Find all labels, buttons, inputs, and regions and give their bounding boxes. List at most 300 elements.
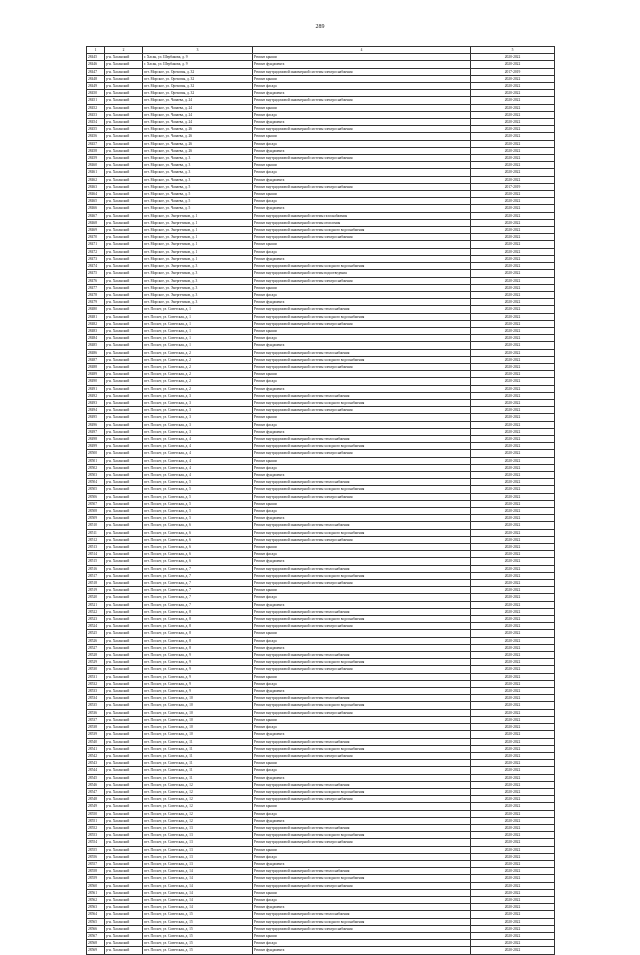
municipality-cell: р-н. Хасанский [105,868,143,875]
period-cell: 2020-2022 [471,925,555,932]
municipality-cell: р-н. Хасанский [105,104,143,111]
work-type-cell: Ремонт внутридомовой инженерной системы электроснабжения [253,623,471,630]
table-row [87,385,555,392]
period-cell: 2020-2022 [471,796,555,803]
period-cell: 2020-2022 [471,486,555,493]
municipality-cell: р-н. Хасанский [105,133,143,140]
address-cell: пгт. Посьет, ул. Советская, д. 7 [143,587,253,594]
address-cell: пгт. Посьет, ул. Советская, д. 4 [143,457,253,464]
table-row [87,407,555,414]
work-type-cell: Ремонт фундамента [253,644,471,651]
work-type-cell: Ремонт фундамента [253,342,471,349]
period-cell: 2020-2022 [471,205,555,212]
table-row [87,119,555,126]
address-cell: пгт. Посьет, ул. Советская, д. 4 [143,435,253,442]
table-row [87,882,555,889]
municipality-cell: р-н. Хасанский [105,767,143,774]
period-cell: 2020-2022 [471,133,555,140]
table-row [87,925,555,932]
period-cell: 2020-2022 [471,147,555,154]
column-header: 1 [87,47,105,54]
page-number: 289 [315,24,325,30]
row-number-cell: 28500 [87,450,105,457]
address-cell: пгт. Морское, ул. Энергетиков, д. 3 [143,263,253,270]
table-row [87,464,555,471]
row-number-cell: 28511 [87,529,105,536]
table-row [87,868,555,875]
work-type-cell: Ремонт фасада [253,83,471,90]
work-type-cell: Ремонт внутридомовой инженерной системы холодного водоснабжения [253,227,471,234]
period-cell: 2020-2022 [471,75,555,82]
municipality-cell: р-н. Хасанский [105,169,143,176]
period-cell: 2020-2022 [471,680,555,687]
address-cell: пгт. Посьет, ул. Советская, д. 4 [143,450,253,457]
row-number-cell: 28545 [87,774,105,781]
period-cell: 2020-2022 [471,904,555,911]
row-number-cell: 28477 [87,284,105,291]
municipality-cell: р-н. Хасанский [105,853,143,860]
row-number-cell: 28456 [87,133,105,140]
municipality-cell: р-н. Хасанский [105,479,143,486]
municipality-cell: р-н. Хасанский [105,248,143,255]
address-cell: пгт. Посьет, ул. Советская, д. 5 [143,500,253,507]
row-number-cell: 28520 [87,594,105,601]
address-cell: пгт. Посьет, ул. Советская, д. 11 [143,738,253,745]
municipality-cell: р-н. Хасанский [105,183,143,190]
municipality-cell: р-н. Хасанский [105,630,143,637]
work-type-cell: Ремонт внутридомовой инженерной системы холодного водоснабжения [253,788,471,795]
period-cell: 2020-2022 [471,155,555,162]
row-number-cell: 28523 [87,616,105,623]
municipality-cell: р-н. Хасанский [105,428,143,435]
municipality-cell: р-н. Хасанский [105,918,143,925]
period-cell: 2020-2022 [471,702,555,709]
row-number-cell: 28487 [87,356,105,363]
work-type-cell: Ремонт крыши [253,162,471,169]
address-cell: пгт. Морское, ул. Ореховая, д. 32 [143,90,253,97]
period-cell: 2020-2022 [471,227,555,234]
row-number-cell: 28504 [87,479,105,486]
row-number-cell: 28532 [87,680,105,687]
address-cell: пгт. Посьет, ул. Советская, д. 5 [143,486,253,493]
work-type-cell: Ремонт фасада [253,169,471,176]
work-type-cell: Ремонт внутридомовой инженерной системы газоснабжения [253,212,471,219]
municipality-cell: р-н. Хасанский [105,796,143,803]
work-type-cell: Ремонт внутридомовой инженерной системы теплоснабжения [253,306,471,313]
period-cell: 2020-2022 [471,688,555,695]
work-type-cell: Ремонт фасада [253,335,471,342]
row-number-cell: 28486 [87,349,105,356]
work-type-cell: Ремонт фундамента [253,385,471,392]
table-row [87,471,555,478]
work-type-cell: Ремонт фундамента [253,601,471,608]
table-row [87,68,555,75]
municipality-cell: р-н. Хасанский [105,363,143,370]
row-number-cell: 28550 [87,810,105,817]
work-type-cell: Ремонт фундамента [253,515,471,522]
row-number-cell: 28484 [87,335,105,342]
work-type-cell: Ремонт фундамента [253,471,471,478]
address-cell: пгт. Морское, ул. Энергетиков, д. 1 [143,212,253,219]
address-cell: пгт. Посьет, ул. Советская, д. 12 [143,803,253,810]
row-number-cell: 28528 [87,652,105,659]
period-cell: 2020-2022 [471,493,555,500]
period-cell: 2020-2022 [471,558,555,565]
period-cell: 2020-2022 [471,508,555,515]
work-type-cell: Ремонт внутридомовой инженерной системы холодного водоснабжения [253,659,471,666]
address-cell: пгт. Посьет, ул. Советская, д. 10 [143,709,253,716]
address-cell: пгт. Посьет, ул. Советская, д. 14 [143,868,253,875]
address-cell: пгт. Морское, ул. Ореховая, д. 32 [143,75,253,82]
address-cell: пгт. Посьет, ул. Советская, д. 8 [143,630,253,637]
table-row [87,796,555,803]
municipality-cell: р-н. Хасанский [105,111,143,118]
address-cell: пгт. Посьет, ул. Советская, д. 12 [143,810,253,817]
municipality-cell: р-н. Хасанский [105,594,143,601]
period-cell: 2020-2022 [471,299,555,306]
period-cell: 2020-2022 [471,126,555,133]
address-cell: пгт. Посьет, ул. Советская, д. 8 [143,616,253,623]
period-cell: 2020-2022 [471,407,555,414]
period-cell: 2020-2022 [471,932,555,939]
table-row [87,515,555,522]
table-row [87,587,555,594]
table-row [87,644,555,651]
address-cell: пгт. Морское, ул. Энергетиков, д. 3 [143,270,253,277]
address-cell: пгт. Посьет, ул. Советская, д. 2 [143,371,253,378]
table-row [87,205,555,212]
table-row [87,947,555,954]
period-cell: 2020-2022 [471,320,555,327]
table-row [87,637,555,644]
table-row [87,623,555,630]
municipality-cell: р-н. Хасанский [105,291,143,298]
address-cell: пгт. Морское, ул. Чапаева, д. 3 [143,176,253,183]
period-cell: 2020-2022 [471,392,555,399]
work-type-cell: Ремонт фундамента [253,255,471,262]
work-type-cell: Ремонт внутридомовой инженерной системы электроснабжения [253,580,471,587]
table-row [87,551,555,558]
address-cell: пгт. Посьет, ул. Советская, д. 5 [143,508,253,515]
municipality-cell: р-н. Хасанский [105,889,143,896]
address-cell: пгт. Морское, ул. Энергетиков, д. 3 [143,291,253,298]
period-cell: 2020-2022 [471,349,555,356]
row-number-cell: 28548 [87,796,105,803]
period-cell: 2020-2022 [471,241,555,248]
municipality-cell: р-н. Хасанский [105,565,143,572]
municipality-cell: р-н. Хасанский [105,860,143,867]
municipality-cell: р-н. Хасанский [105,471,143,478]
work-type-cell: Ремонт внутридомовой инженерной системы теплоснабжения [253,695,471,702]
municipality-cell: р-н. Хасанский [105,83,143,90]
work-type-cell: Ремонт фундамента [253,119,471,126]
address-cell: пгт. Посьет, ул. Советская, д. 4 [143,464,253,471]
table-row [87,176,555,183]
address-cell: пгт. Посьет, ул. Советская, д. 15 [143,947,253,954]
address-cell: пгт. Морское, ул. Чапаева, д. 24 [143,97,253,104]
row-number-cell: 28566 [87,925,105,932]
table-row [87,918,555,925]
row-number-cell: 28537 [87,716,105,723]
municipality-cell: р-н. Хасанский [105,832,143,839]
table-row [87,104,555,111]
row-number-cell: 28557 [87,860,105,867]
work-type-cell: Ремонт фасада [253,767,471,774]
municipality-cell: р-н. Хасанский [105,882,143,889]
table-row [87,522,555,529]
row-number-cell: 28499 [87,443,105,450]
row-number-cell: 28506 [87,493,105,500]
period-cell: 2020-2022 [471,378,555,385]
table-row [87,414,555,421]
period-cell: 2020-2022 [471,385,555,392]
row-number-cell: 28534 [87,695,105,702]
address-cell: пгт. Морское, ул. Энергетиков, д. 1 [143,234,253,241]
row-number-cell: 28459 [87,155,105,162]
period-cell: 2020-2022 [471,54,555,61]
table-row [87,75,555,82]
period-cell: 2020-2022 [471,522,555,529]
row-number-cell: 28564 [87,911,105,918]
table-row [87,774,555,781]
period-cell: 2020-2022 [471,868,555,875]
municipality-cell: р-н. Хасанский [105,666,143,673]
row-number-cell: 28543 [87,760,105,767]
municipality-cell: р-н. Хасанский [105,738,143,745]
row-number-cell: 28519 [87,587,105,594]
municipality-cell: р-н. Хасанский [105,810,143,817]
row-number-cell: 28482 [87,320,105,327]
period-cell: 2020-2022 [471,810,555,817]
municipality-cell: р-н. Хасанский [105,392,143,399]
municipality-cell: р-н. Хасанский [105,306,143,313]
table-row [87,529,555,536]
period-cell: 2020-2022 [471,882,555,889]
address-cell: пгт. Посьет, ул. Советская, д. 4 [143,443,253,450]
period-cell: 2020-2022 [471,695,555,702]
municipality-cell: р-н. Хасанский [105,140,143,147]
work-type-cell: Ремонт внутридомовой инженерной системы теплоснабжения [253,349,471,356]
row-number-cell: 28522 [87,608,105,615]
work-type-cell: Ремонт внутридомовой инженерной системы электроснабжения [253,752,471,759]
row-number-cell: 28463 [87,183,105,190]
row-number-cell: 28569 [87,947,105,954]
table-row [87,839,555,846]
address-cell: пгт. Посьет, ул. Советская, д. 5 [143,515,253,522]
row-number-cell: 28501 [87,457,105,464]
address-cell: пгт. Посьет, ул. Советская, д. 2 [143,363,253,370]
table-row [87,500,555,507]
table-header-row [87,47,555,54]
row-number-cell: 28464 [87,191,105,198]
work-type-cell: Ремонт крыши [253,932,471,939]
row-number-cell: 28560 [87,882,105,889]
address-cell: пгт. Посьет, ул. Советская, д. 15 [143,925,253,932]
table-row [87,155,555,162]
row-number-cell: 28565 [87,918,105,925]
period-cell: 2020-2022 [471,803,555,810]
work-type-cell: Ремонт фундамента [253,61,471,68]
work-type-cell: Ремонт внутридомовой инженерной системы электроснабжения [253,97,471,104]
municipality-cell: р-н. Хасанский [105,522,143,529]
table-row [87,889,555,896]
row-number-cell: 28445 [87,54,105,61]
municipality-cell: р-н. Хасанский [105,493,143,500]
work-type-cell: Ремонт внутридомовой инженерной системы электроснабжения [253,450,471,457]
municipality-cell: р-н. Хасанский [105,313,143,320]
address-cell: пгт. Морское, ул. Чапаева, д. 26 [143,147,253,154]
work-type-cell: Ремонт фундамента [253,904,471,911]
address-cell: пгт. Посьет, ул. Советская, д. 8 [143,623,253,630]
municipality-cell: р-н. Хасанский [105,608,143,615]
table-row [87,832,555,839]
table-row [87,702,555,709]
municipality-cell: р-н. Хасанский [105,68,143,75]
address-cell: пгт. Посьет, ул. Советская, д. 15 [143,911,253,918]
table-row [87,824,555,831]
row-number-cell: 28503 [87,471,105,478]
address-cell: пгт. Посьет, ул. Советская, д. 1 [143,313,253,320]
table-row [87,291,555,298]
work-type-cell: Ремонт внутридомовой инженерной системы электроснабжения [253,493,471,500]
work-type-cell: Ремонт фасада [253,724,471,731]
row-number-cell: 28460 [87,162,105,169]
municipality-cell: р-н. Хасанский [105,551,143,558]
municipality-cell: р-н. Хасанский [105,162,143,169]
row-number-cell: 28447 [87,68,105,75]
work-type-cell: Ремонт внутридомовой инженерной системы теплоснабжения [253,652,471,659]
work-type-cell: Ремонт крыши [253,133,471,140]
table-row [87,234,555,241]
work-type-cell: Ремонт фундамента [253,731,471,738]
row-number-cell: 28479 [87,299,105,306]
municipality-cell: р-н. Хасанский [105,515,143,522]
work-type-cell: Ремонт крыши [253,371,471,378]
address-cell: пгт. Посьет, ул. Советская, д. 3 [143,399,253,406]
table-row [87,169,555,176]
row-number-cell: 28458 [87,147,105,154]
address-cell: пгт. Посьет, ул. Советская, д. 14 [143,896,253,903]
work-type-cell: Ремонт внутридомовой инженерной системы электроснабжения [253,183,471,190]
row-number-cell: 28556 [87,853,105,860]
row-number-cell: 28450 [87,90,105,97]
row-number-cell: 28470 [87,234,105,241]
municipality-cell: р-н. Хасанский [105,940,143,947]
work-type-cell: Ремонт крыши [253,544,471,551]
municipality-cell: р-н. Хасанский [105,299,143,306]
table-row [87,421,555,428]
period-cell: 2020-2022 [471,248,555,255]
period-cell: 2020-2022 [471,760,555,767]
period-cell: 2020-2022 [471,940,555,947]
table-row [87,349,555,356]
table-row [87,248,555,255]
row-number-cell: 28461 [87,169,105,176]
table-row [87,709,555,716]
work-type-cell: Ремонт крыши [253,760,471,767]
period-cell: 2020-2022 [471,544,555,551]
address-cell: пгт. Посьет, ул. Советская, д. 12 [143,781,253,788]
municipality-cell: р-н. Хасанский [105,342,143,349]
work-type-cell: Ремонт внутридомовой инженерной системы холодного водоснабжения [253,263,471,270]
address-cell: пгт. Морское, ул. Чапаева, д. 5 [143,205,253,212]
period-cell: 2020-2022 [471,860,555,867]
address-cell: пгт. Посьет, ул. Советская, д. 13 [143,846,253,853]
row-number-cell: 28472 [87,248,105,255]
municipality-cell: р-н. Хасанский [105,349,143,356]
period-cell: 2020-2022 [471,342,555,349]
period-cell: 2020-2022 [471,335,555,342]
table-row [87,493,555,500]
row-number-cell: 28493 [87,399,105,406]
work-type-cell: Ремонт крыши [253,104,471,111]
table-row [87,399,555,406]
period-cell: 2020-2022 [471,637,555,644]
work-type-cell: Ремонт крыши [253,846,471,853]
row-number-cell: 28524 [87,623,105,630]
table-body [87,54,555,954]
table-row [87,270,555,277]
table-row [87,284,555,291]
row-number-cell: 28452 [87,104,105,111]
period-cell: 2020-2022 [471,140,555,147]
work-type-cell: Ремонт внутридомовой инженерной системы электроснабжения [253,68,471,75]
period-cell: 2020-2022 [471,601,555,608]
municipality-cell: р-н. Хасанский [105,709,143,716]
address-cell: пгт. Посьет, ул. Советская, д. 1 [143,342,253,349]
table-row [87,342,555,349]
table-row [87,392,555,399]
address-cell: пгт. Посьет, ул. Советская, д. 9 [143,680,253,687]
municipality-cell: р-н. Хасанский [105,500,143,507]
row-number-cell: 28483 [87,327,105,334]
address-cell: пгт. Посьет, ул. Советская, д. 12 [143,788,253,795]
address-cell: пгт. Посьет, ул. Советская, д. 15 [143,940,253,947]
column-header: 4 [253,47,471,54]
table-row [87,860,555,867]
table-row [87,695,555,702]
table-row [87,457,555,464]
address-cell: пгт. Морское, ул. Энергетиков, д. 1 [143,255,253,262]
table-row [87,479,555,486]
row-number-cell: 28497 [87,428,105,435]
work-type-cell: Ремонт внутридомовой инженерной системы электроснабжения [253,796,471,803]
address-cell: пгт. Посьет, ул. Советская, д. 12 [143,796,253,803]
table-row [87,299,555,306]
row-number-cell: 28541 [87,745,105,752]
municipality-cell: р-н. Хасанский [105,508,143,515]
period-cell: 2020-2022 [471,738,555,745]
municipality-cell: р-н. Хасанский [105,450,143,457]
address-cell: пгт. Посьет, ул. Советская, д. 7 [143,594,253,601]
table-row [87,601,555,608]
row-number-cell: 28509 [87,515,105,522]
table-row [87,724,555,731]
work-type-cell: Ремонт внутридомовой инженерной системы холодного водоснабжения [253,356,471,363]
table-row [87,335,555,342]
municipality-cell: р-н. Хасанский [105,781,143,788]
row-number-cell: 28468 [87,219,105,226]
period-cell: 2020-2022 [471,659,555,666]
address-cell: пгт. Посьет, ул. Советская, д. 3 [143,407,253,414]
work-type-cell: Ремонт фасада [253,896,471,903]
address-cell: пгт. Посьет, ул. Советская, д. 6 [143,536,253,543]
address-cell: пгт. Посьет, ул. Советская, д. 3 [143,414,253,421]
table-row [87,731,555,738]
table-row [87,227,555,234]
row-number-cell: 28513 [87,544,105,551]
row-number-cell: 28516 [87,565,105,572]
